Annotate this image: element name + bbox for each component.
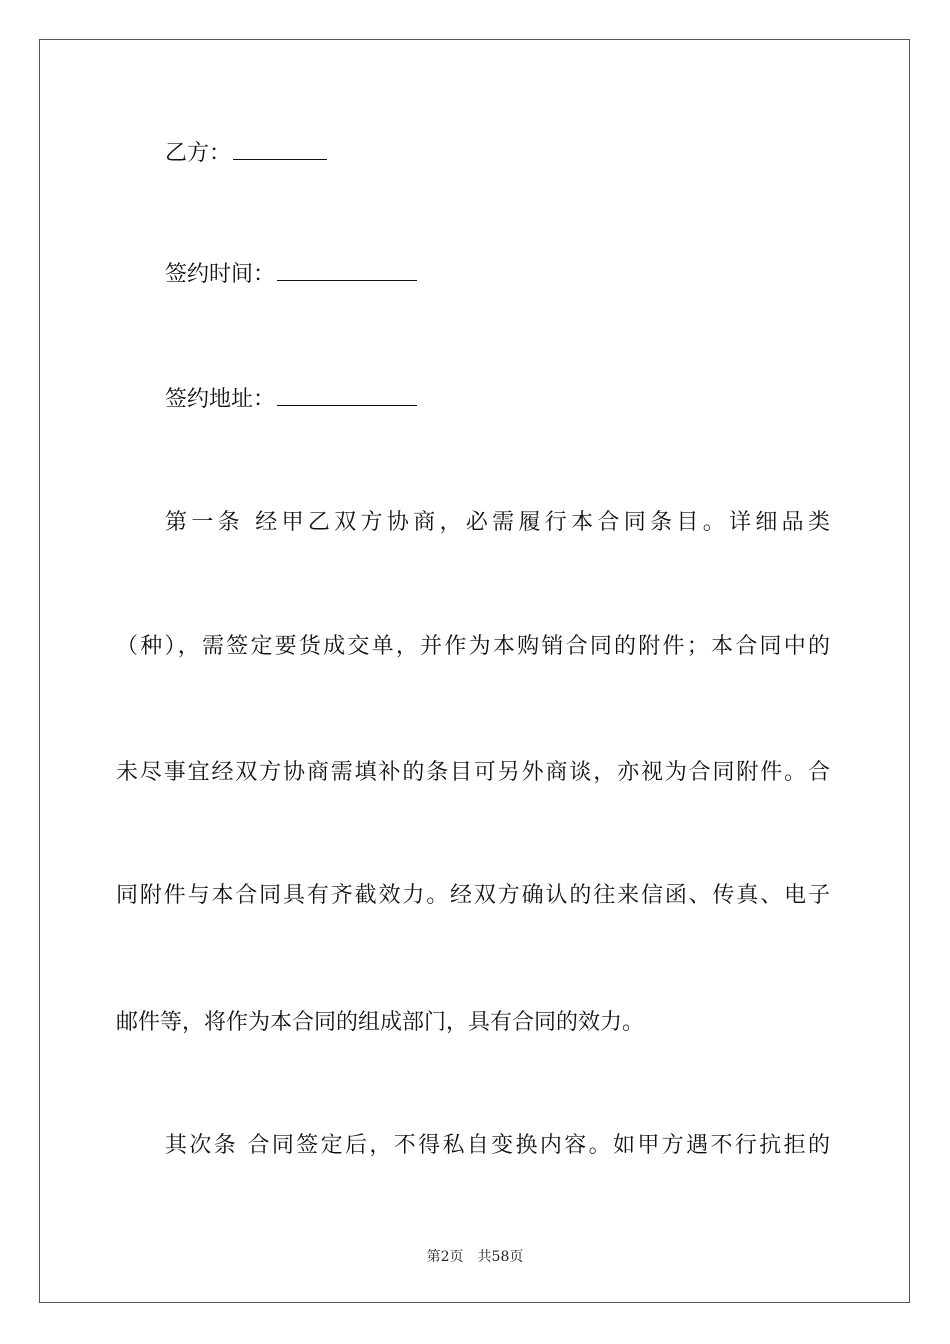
field-label: 签约地址： xyxy=(165,387,276,412)
article2-line: 其次条 合同签定后，不得私自变换内容。如甲方遇不行抗拒的 xyxy=(165,1133,830,1158)
article1-line: 同附件与本合同具有齐截效力。经双方确认的往来信函、传真、电子 xyxy=(116,883,830,908)
page-number: 第2页 xyxy=(426,1249,464,1265)
page-total: 共58页 xyxy=(477,1249,524,1265)
field-label: 乙方： xyxy=(165,141,232,166)
article1-line: 第一条 经甲乙双方协商，必需履行本合同条目。详细品类 xyxy=(165,510,830,535)
blank-line xyxy=(277,383,417,406)
blank-line xyxy=(277,258,417,281)
blank-line xyxy=(233,137,327,160)
field-sign-address xyxy=(165,383,830,415)
page-border xyxy=(39,39,910,1303)
article1-line: 邮件等，将作为本合同的组成部门，具有合同的效力。 xyxy=(116,1010,645,1035)
field-party-b xyxy=(165,137,830,169)
page-footer xyxy=(0,1247,950,1267)
article1-line: （种），需签定要货成交单，并作为本购销合同的附件；本合同中的 xyxy=(116,634,830,659)
field-sign-time xyxy=(165,258,830,290)
field-label: 签约时间： xyxy=(165,262,276,287)
article1-line: 未尽事宜经双方协商需填补的条目可另外商谈，亦视为合同附件。合 xyxy=(116,760,830,785)
